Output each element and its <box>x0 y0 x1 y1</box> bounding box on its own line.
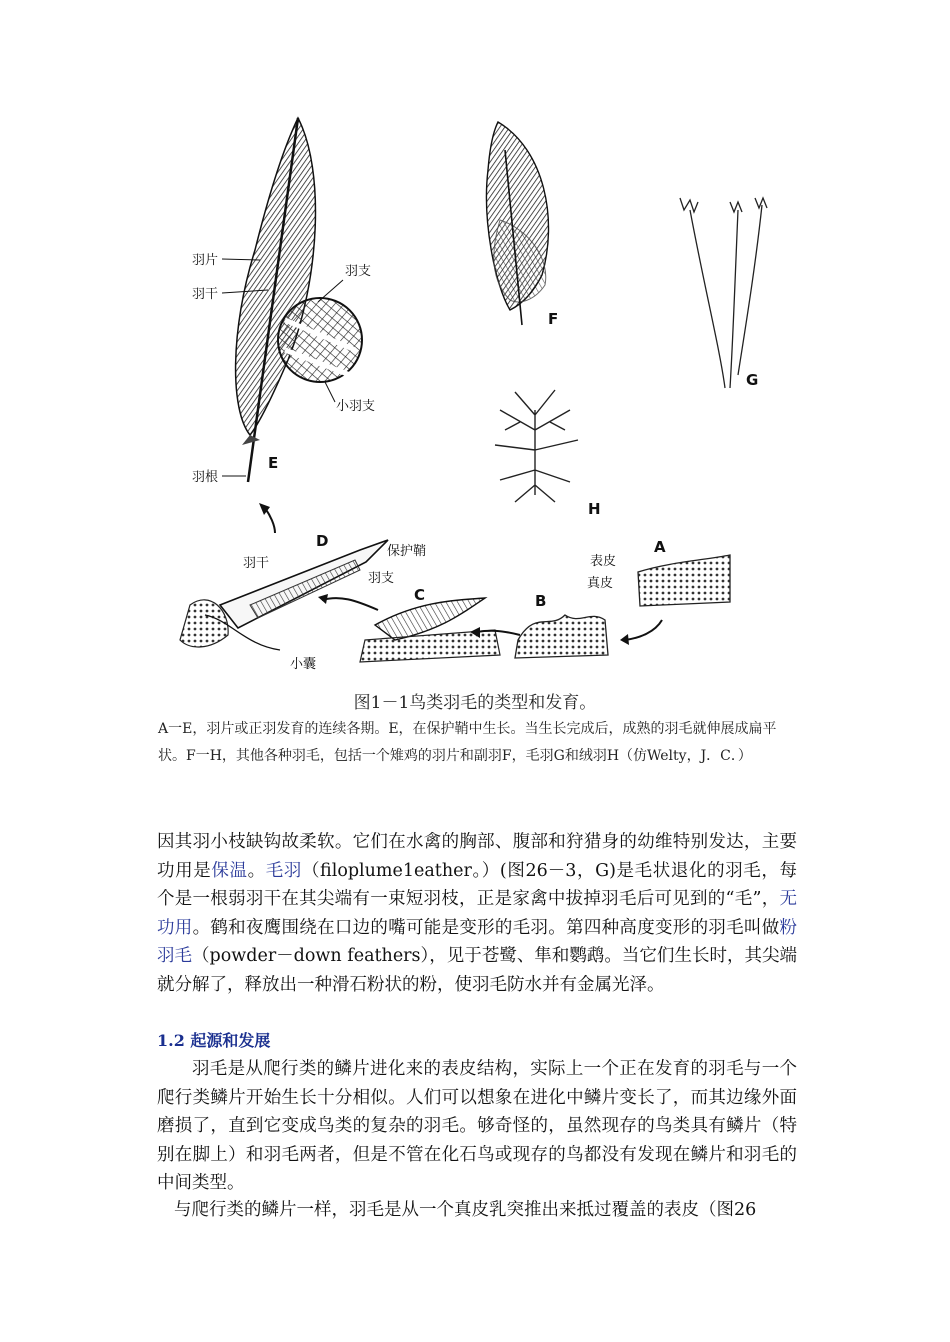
link-filoplume[interactable]: 毛羽 <box>265 860 302 881</box>
section-heading: 1.2 起源和发展 <box>157 1031 271 1050</box>
development-stages-illustration <box>180 503 730 662</box>
feather-h-illustration <box>495 390 578 502</box>
label-d: D <box>316 532 329 550</box>
label-f: F <box>548 310 559 328</box>
label-a: A <box>654 538 666 556</box>
feather-diagram <box>150 110 800 685</box>
feather-g-illustration <box>680 198 767 388</box>
link-powder-down[interactable]: 粉羽毛 <box>157 917 798 966</box>
label-vane: 羽片 <box>192 253 219 268</box>
label-follicle: 小囊 <box>290 657 317 672</box>
label-d-barb: 羽支 <box>368 571 395 586</box>
label-barbule: 小羽支 <box>336 399 376 414</box>
paragraph-origin: 羽毛是从爬行类的鳞片进化来的表皮结构，实际上一个正在发育的羽毛与一个爬行类鳞片开始生长十分相似。人们可以想象在进化中鳞片变长了，而其边缘外面磨损了，直到它变成鸟类的复杂的羽毛。够奇怪的，虽然现存的鸟类具有鳞片（特别在脚上）和羽毛两者，但是不管在化石鸟或现存的鸟都没有发现在鳞片和羽毛的中间类型。 <box>157 1059 797 1193</box>
figure-caption: 图1－1鸟类羽毛的类型和发育。 <box>353 693 597 713</box>
label-c: C <box>414 586 426 604</box>
paragraph-feather-types: 因其羽小枝缺钩故柔软。它们在水禽的胸部、腹部和狩猎身的幼维特别发达，主要功用是保温。毛羽（filoplume1eather。）(图26－3，G)是毛状退化的羽毛，每个是一根弱羽干在其尖端有一束短羽枝，正是家禽中拔掉羽毛后可见到的“毛”，无功用。鹤和夜鹰围绕在口边的嘴可能是变形的毛羽。第四种高度变形的羽毛叫做粉羽毛（powder－down feathers），见于苍鹭、隼和鹦鹉。当它们生长时，其尖端就分解了，释放出一种滑石粉状的粉，使羽毛防水并有金属光泽。 <box>157 832 798 995</box>
label-h: H <box>588 500 601 518</box>
label-shaft: 羽干 <box>192 287 219 302</box>
feather-figure <box>150 110 800 685</box>
label-calamus: 羽根 <box>192 470 219 485</box>
label-d-shaft: 羽干 <box>243 556 270 571</box>
label-e: E <box>268 454 279 472</box>
label-b: B <box>535 592 547 610</box>
feather-f-illustration <box>487 122 549 325</box>
link-no-function[interactable]: 无功用 <box>157 889 797 938</box>
paragraph-development: 与爬行类的鳞片一样，羽毛是从一个真皮乳突推出来抵过覆盖的表皮（图26 <box>174 1200 757 1220</box>
label-g: G <box>746 371 759 389</box>
label-sheath: 保护鞘 <box>387 544 427 559</box>
label-dermis: 真皮 <box>587 576 614 591</box>
label-barb: 羽支 <box>345 264 372 279</box>
label-epidermis: 表皮 <box>590 554 617 569</box>
figure-note: A一E，羽片或正羽发育的连续各期。E，在保护鞘中生长。当生长完成后，成熟的羽毛就伸展成扁平状。F一H，其他各种羽毛，包括一个雉鸡的羽片和副羽F，毛羽G和绒羽H（仿Welty，J．C．） <box>158 721 777 764</box>
link-insulation[interactable]: 保温 <box>211 860 248 881</box>
feather-e-illustration <box>236 118 362 482</box>
